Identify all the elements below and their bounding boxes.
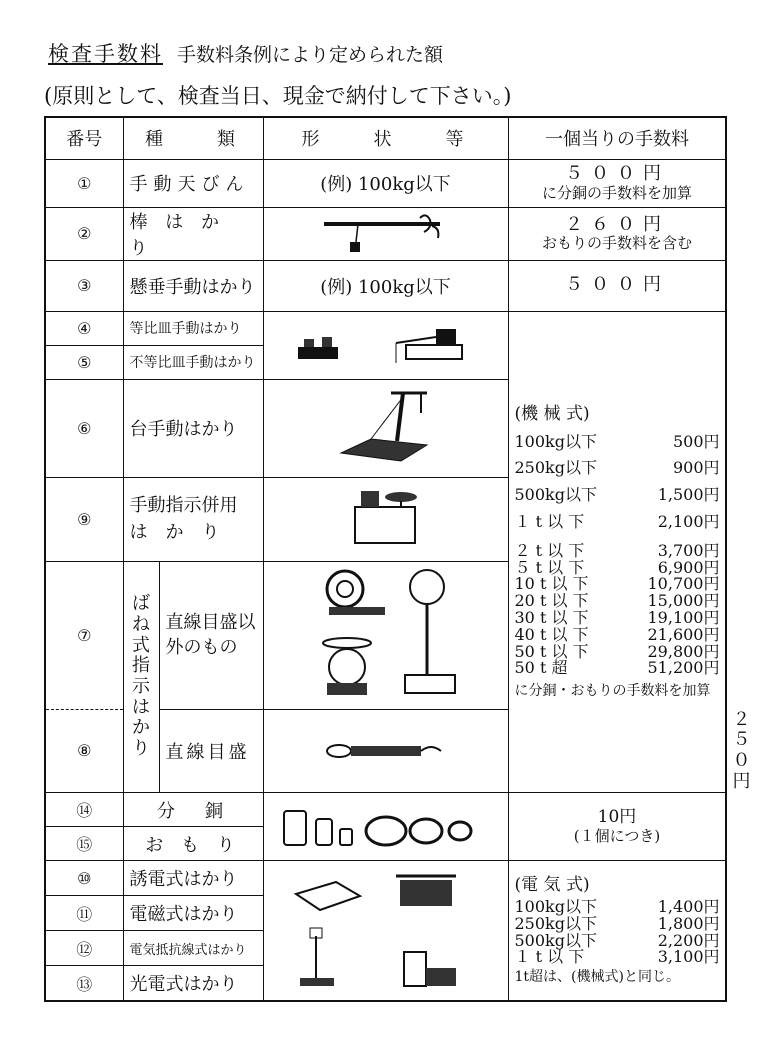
tier-range: １ t 以 下: [514, 512, 585, 531]
tier-range: 20 t 以 下: [514, 591, 589, 611]
row-kind-line2: は か り: [129, 522, 220, 543]
row-number: ⑥: [45, 379, 123, 477]
row-shape-image: [263, 477, 508, 561]
tier-fee: 900円: [672, 458, 720, 478]
row-kind: 光電式はかり: [123, 966, 263, 1001]
row-kind: 電気抵抗線式はかり: [123, 931, 263, 966]
tier-range: ２ t 以 下: [514, 540, 585, 560]
table-row: [45, 861, 726, 896]
row-kind: 電磁式はかり: [123, 896, 263, 931]
row-kind: 棒 は か り: [123, 207, 263, 260]
row-shape-image: [263, 561, 508, 709]
tier-fee: 1,800円: [657, 913, 720, 933]
row-kind: 手動天びん: [123, 159, 263, 207]
row-kind: 分 銅: [123, 793, 263, 827]
row-shape: (例) 100kg以下: [263, 159, 508, 207]
row-kind: 懸垂手動はかり: [123, 260, 263, 311]
row-kind: 直線目盛: [159, 709, 263, 793]
row-shape-image: [263, 379, 508, 477]
tier-range: ５ t 以 下: [514, 557, 585, 577]
platform-balance-illustration: [286, 317, 486, 373]
electric-note: 1t超は、(機械式)と同じ。: [514, 969, 680, 986]
page-title: 検査手数料: [48, 42, 163, 66]
tier-range: 250kg以下: [514, 458, 597, 478]
tier-fee: 3,100円: [657, 947, 720, 967]
tier-range: 100kg以下: [514, 431, 597, 451]
row-kind: 台手動はかり: [123, 379, 263, 477]
col-header-shape: 形 状 等: [263, 117, 508, 159]
row-kind: [123, 477, 263, 561]
row-kind: 直線目盛以外のもの: [159, 561, 263, 709]
row-number: ③: [45, 260, 123, 311]
platform-scale-illustration: [331, 383, 441, 473]
tier-range: 10 t 以 下: [514, 574, 589, 594]
spring-scale-group-label: ばね式指示はかり: [132, 593, 150, 759]
row-number: ⑧: [45, 709, 123, 793]
row-number: ⑤: [45, 345, 123, 379]
table-row: [45, 793, 726, 827]
fee-main: ２６０円: [565, 213, 669, 235]
tier-range: 50 t 超: [514, 658, 568, 678]
page-subtitle: 手数料条例により定められた額: [177, 44, 444, 66]
row-number: ⑭: [45, 793, 123, 827]
tier-fee: 10,700円: [647, 574, 720, 594]
mechanical-note: に分銅・おもりの手数料を加算: [514, 683, 711, 700]
fee-sub: おもりの手数料を含む: [541, 234, 692, 253]
spring-scale-group: [123, 561, 159, 793]
row-number: ②: [45, 207, 123, 260]
tier-range: 500kg以下: [514, 485, 597, 505]
row-number: ⑪: [45, 896, 123, 931]
tier-range: 250kg以下: [514, 913, 597, 933]
tier-fee: 29,800円: [647, 641, 720, 661]
tier-fee: 15,000円: [647, 591, 720, 611]
tier-fee: 21,600円: [647, 624, 720, 644]
row-fee: [508, 159, 726, 207]
row-shape-image: [263, 207, 508, 260]
row-fee: [508, 207, 726, 260]
row-kind: 誘電式はかり: [123, 861, 263, 896]
row-number: ①: [45, 159, 123, 207]
mechanical-fee-schedule: [508, 311, 726, 793]
tier-range: 500kg以下: [514, 930, 597, 950]
fee-table: [44, 116, 759, 1002]
row-number: ⑫: [45, 931, 123, 966]
electric-fee-schedule: [508, 861, 726, 1001]
tier-range: 100kg以下: [514, 896, 597, 916]
table-header-row: [45, 117, 726, 159]
table-row: ⑧ 直線目盛 ２５０円: [45, 709, 726, 793]
mechanical-title: (機 械 式): [514, 403, 590, 424]
electric-title: (電 気 式): [514, 875, 590, 896]
tier-fee: 19,100円: [647, 607, 720, 627]
row-number: ⑮: [45, 827, 123, 861]
row-shape-image: [263, 709, 508, 793]
row-kind: 不等比皿手動はかり: [123, 345, 263, 379]
tier-fee: 500円: [672, 431, 720, 451]
col-header-kind: 種 類: [123, 117, 263, 159]
row-number: ④: [45, 311, 123, 345]
fee-main: 10円: [597, 807, 637, 828]
steelyard-illustration: [316, 212, 456, 256]
weights-illustration: [276, 799, 496, 855]
row-number: ⑦: [45, 561, 123, 709]
page-header: [48, 38, 443, 68]
row-fee: [508, 793, 726, 861]
row-kind: お も り: [123, 827, 263, 861]
tier-fee: 51,200円: [647, 658, 720, 678]
tier-fee: 2,100円: [657, 512, 720, 531]
fee-main: ５００円: [565, 163, 669, 185]
linear-spring-scale-illustration: [321, 736, 451, 766]
fee-sub: に分銅の手数料を加算: [541, 183, 692, 202]
tier-range: １ t 以 下: [514, 947, 585, 967]
tier-fee: 1,500円: [657, 485, 720, 505]
row-number: ⑬: [45, 966, 123, 1001]
electric-scales-illustration: [286, 864, 486, 998]
table-row: [45, 311, 726, 345]
row-number: ⑩: [45, 861, 123, 896]
table-row: [45, 260, 726, 311]
row-shape: (例) 100kg以下: [263, 260, 508, 311]
row-shape-image: [263, 311, 508, 379]
fee-main: ５００円: [565, 274, 669, 296]
col-header-fee: 一個当りの手数料: [508, 117, 726, 159]
table-row: [45, 207, 726, 260]
row-kind: 等比皿手動はかり: [123, 311, 263, 345]
col-header-number: 番号: [45, 117, 123, 159]
spring-scales-illustration: [301, 567, 471, 703]
tier-fee: 1,400円: [657, 896, 720, 916]
tier-fee: 3,700円: [657, 540, 720, 560]
row-shape-image: [263, 861, 508, 1001]
tier-fee: 2,200円: [657, 930, 720, 950]
fee-sub: (１個につき): [573, 826, 661, 845]
row-number: ⑨: [45, 477, 123, 561]
tier-fee: 6,900円: [657, 557, 720, 577]
row-shape-image: [263, 793, 508, 861]
table-row: [45, 159, 726, 207]
tier-range: 30 t 以 下: [514, 607, 589, 627]
row-kind-line1: 手動指示併用: [129, 495, 238, 516]
tier-range: 50 t 以 下: [514, 641, 589, 661]
row-fee: [508, 260, 726, 311]
payment-note: (原則として、検査当日、現金で納付して下さい。): [44, 84, 512, 108]
dial-scale-illustration: [331, 483, 441, 555]
tier-range: 40 t 以 下: [514, 624, 589, 644]
